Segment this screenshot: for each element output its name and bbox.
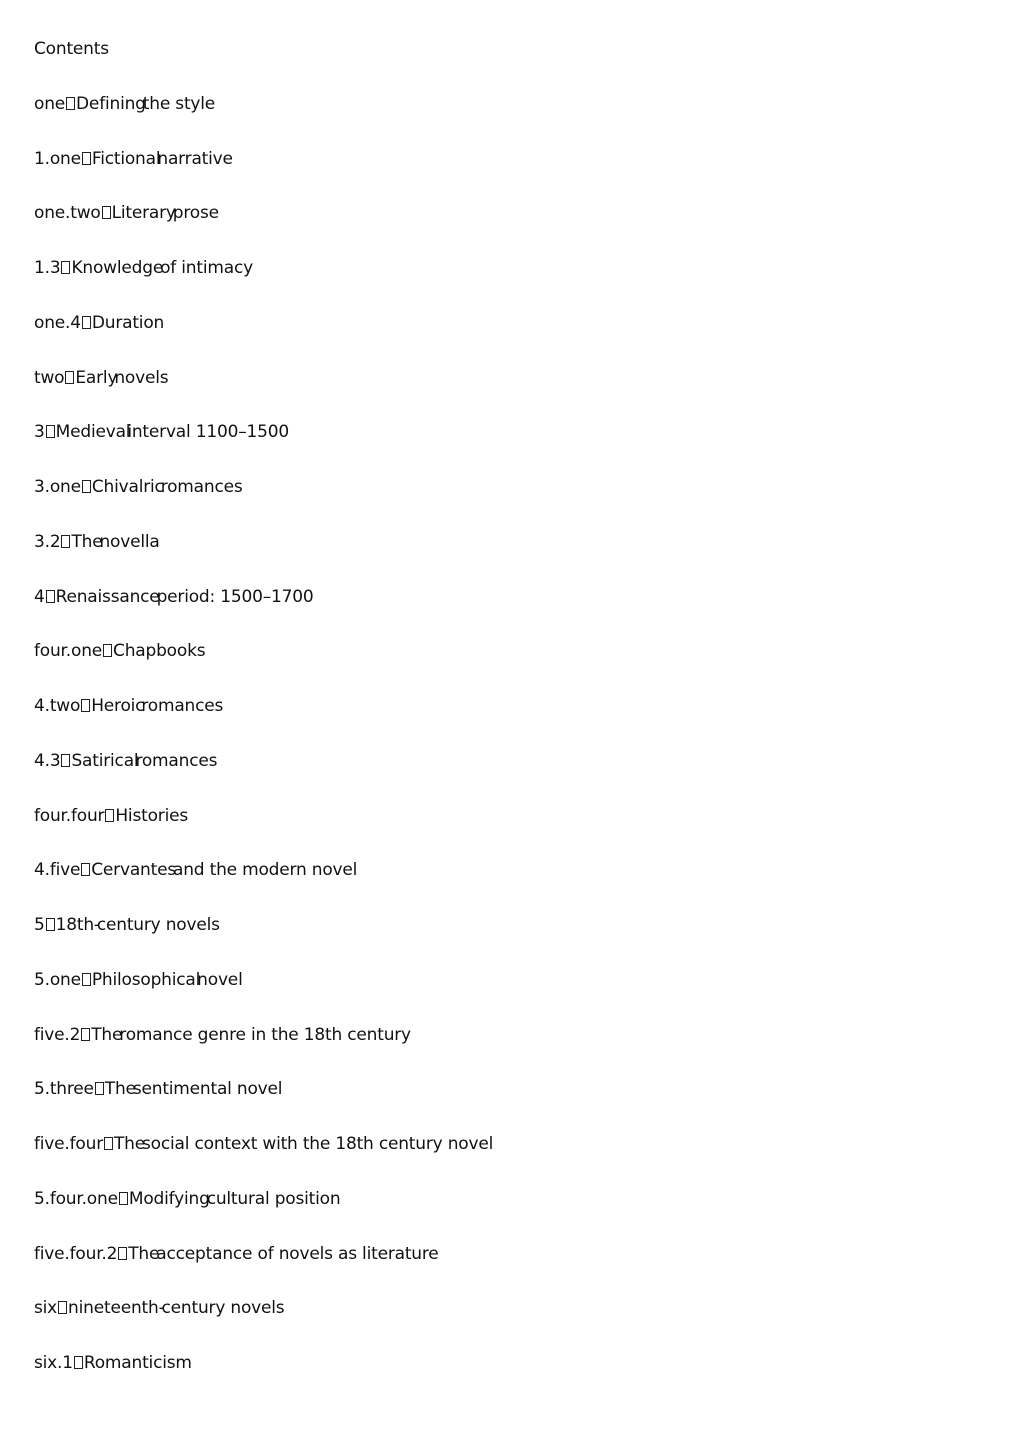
toc-entry[interactable] [34, 367, 994, 422]
entry-first-word: The [104, 1079, 136, 1100]
toc-entry[interactable] [34, 1297, 994, 1352]
toc-entry[interactable] [34, 805, 994, 860]
entry-rest: novel [197, 969, 243, 990]
toc-entry[interactable] [34, 1243, 994, 1298]
entry-rest: and the modern novel [173, 860, 358, 881]
toc-entry[interactable] [34, 312, 994, 367]
contents-page [34, 38, 994, 1407]
entry-rest: romances [135, 750, 218, 771]
entry-rest: sentimental novel [132, 1079, 283, 1100]
toc-entry[interactable] [34, 1078, 994, 1133]
entry-first-word: Early [75, 367, 118, 388]
entry-number: 1.one [34, 148, 81, 169]
entry-rest: narrative [157, 148, 233, 169]
missing-glyph-box [81, 863, 90, 876]
entry-number: 5.three [34, 1079, 94, 1100]
missing-glyph-box [74, 1356, 83, 1369]
entry-number: 3 [34, 422, 45, 443]
entry-first-word: Chivalric [91, 477, 164, 497]
missing-glyph-box [103, 644, 112, 657]
toc-entry[interactable] [34, 859, 994, 914]
entry-number: 3.2 [34, 531, 61, 552]
entry-number: 4.two [34, 696, 81, 716]
toc-entry[interactable] [34, 93, 994, 148]
entry-first-word: Cervantes [91, 860, 177, 881]
entry-first-word: Knowledge [71, 258, 164, 278]
entry-first-word: Histories [115, 805, 189, 826]
entry-number: six.1 [34, 1353, 73, 1373]
entry-number: five.four [34, 1134, 103, 1154]
entry-rest: novels [114, 367, 169, 388]
toc-entry[interactable] [34, 476, 994, 531]
entry-rest: period: 1500–1700 [156, 586, 314, 607]
toc-entry[interactable] [34, 586, 994, 641]
toc-entry[interactable] [34, 969, 994, 1024]
missing-glyph-box [46, 918, 55, 931]
entry-rest: of intimacy [160, 258, 253, 278]
entry-rest: interval 1100–1500 [127, 422, 289, 443]
missing-glyph-box [81, 699, 90, 712]
entry-rest: prose [172, 203, 219, 224]
toc-entry[interactable] [34, 531, 994, 586]
entry-first-word: The [71, 531, 103, 552]
entry-rest: romances [141, 696, 224, 716]
entry-first-word: 18th- [55, 915, 100, 935]
entry-number: 4 [34, 586, 45, 607]
toc-entry[interactable] [34, 1188, 994, 1243]
entry-first-word: The [128, 1243, 160, 1264]
entry-first-word: Literary [111, 203, 176, 224]
entry-first-word: Heroic [91, 696, 145, 716]
missing-glyph-box [105, 809, 114, 822]
entry-first-word: Fictional [91, 148, 161, 169]
entry-number: one [34, 93, 66, 114]
entry-first-word: Defining [76, 93, 146, 114]
entry-number: four.one [34, 641, 103, 662]
entry-number: one.two [34, 203, 101, 224]
entry-number: five.2 [34, 1024, 81, 1045]
entry-rest: romances [160, 477, 243, 497]
missing-glyph-box [82, 152, 91, 165]
toc-entry[interactable] [34, 914, 994, 969]
missing-glyph-box [119, 1192, 128, 1205]
entry-first-word: Chapbooks [113, 641, 206, 662]
toc-entry[interactable] [34, 695, 994, 750]
missing-glyph-box [118, 1247, 127, 1260]
missing-glyph-box [46, 590, 55, 603]
missing-glyph-box [95, 1082, 104, 1095]
entry-number: 3.one [34, 477, 81, 497]
missing-glyph-box [46, 425, 55, 438]
missing-glyph-box [66, 97, 75, 110]
entry-first-word: Romanticism [83, 1353, 192, 1373]
missing-glyph-box [82, 973, 91, 986]
toc-entry[interactable] [34, 640, 994, 695]
entry-rest: the style [142, 93, 216, 114]
entry-rest: social context with the 18th century novel [142, 1134, 494, 1154]
missing-glyph-box [81, 1028, 90, 1041]
contents-heading: Contents [34, 39, 109, 59]
entry-first-word: The [91, 1024, 123, 1045]
entry-rest: cultural position [206, 1188, 341, 1209]
entry-rest: acceptance of novels as literature [156, 1243, 439, 1264]
entry-rest: century novels [161, 1298, 285, 1319]
missing-glyph-box [61, 261, 70, 274]
toc-entry[interactable] [34, 1024, 994, 1079]
missing-glyph-box [104, 1137, 113, 1150]
entry-number: 4.five [34, 860, 81, 881]
missing-glyph-box [65, 371, 74, 384]
toc-entry[interactable] [34, 421, 994, 476]
entry-first-word: nineteenth- [68, 1298, 165, 1319]
toc-entry[interactable] [34, 750, 994, 805]
missing-glyph-box [61, 754, 70, 767]
missing-glyph-box [102, 206, 111, 219]
entry-rest: novella [99, 531, 160, 552]
entry-number: one.4 [34, 312, 81, 333]
entry-first-word: Renaissance [55, 586, 160, 607]
entry-rest: century novels [96, 915, 220, 935]
entry-number: 4.3 [34, 750, 61, 771]
entry-number: 5.four.one [34, 1188, 118, 1209]
entry-number: two [34, 367, 65, 388]
toc-entry[interactable] [34, 257, 994, 312]
entry-rest: romance genre in the 18th century [119, 1024, 411, 1045]
toc-entry[interactable] [34, 202, 994, 257]
entry-number: four.four [34, 805, 105, 826]
entry-number: 1.3 [34, 258, 61, 278]
toc-entry[interactable] [34, 1133, 994, 1188]
missing-glyph-box [58, 1301, 67, 1314]
entry-first-word: Satirical [71, 750, 139, 771]
entry-number: five.four.2 [34, 1243, 118, 1264]
entry-first-word: Medieval [55, 422, 131, 443]
entry-number: 5.one [34, 969, 81, 990]
entry-number: 5 [34, 915, 45, 935]
entry-first-word: Modifying [128, 1188, 210, 1209]
toc-entry[interactable] [34, 148, 994, 203]
entry-first-word: Philosophical [91, 969, 201, 990]
entry-first-word: The [113, 1134, 146, 1154]
missing-glyph-box [82, 316, 91, 329]
missing-glyph-box [82, 480, 91, 493]
entry-first-word: Duration [91, 312, 165, 333]
entry-number: six [34, 1298, 58, 1319]
missing-glyph-box [61, 535, 70, 548]
toc-entry[interactable] [34, 1352, 994, 1407]
